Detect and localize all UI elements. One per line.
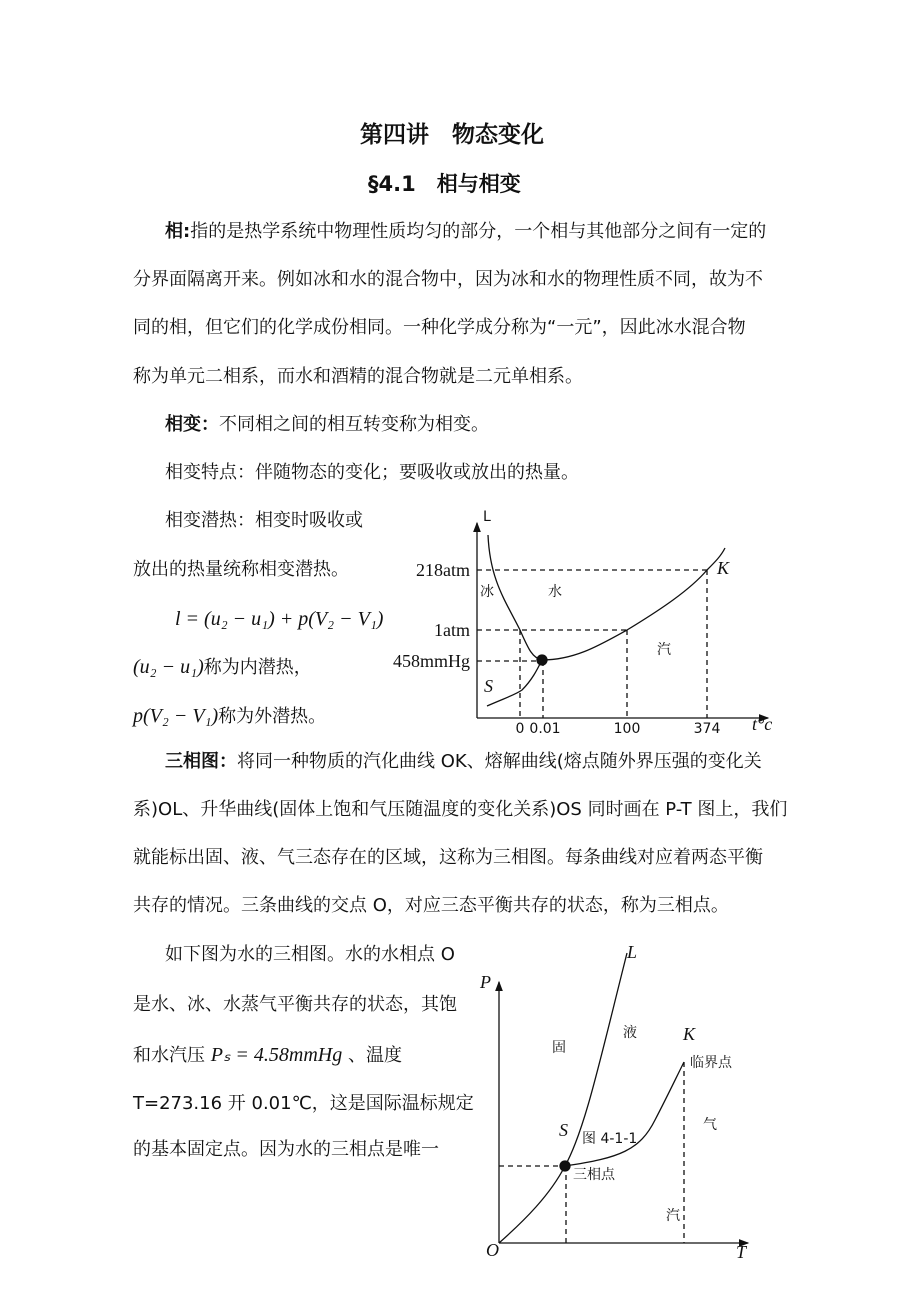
y-axis-label: L [483, 509, 491, 525]
region-gas: 气 [703, 1117, 717, 1133]
triple-point-marker [560, 1161, 570, 1171]
transition-text: 不同相之间的相互转变称为相变。 [219, 414, 489, 435]
region-solid: 固 [552, 1040, 566, 1056]
x-tick-label: 374 [693, 721, 721, 737]
sublimation-curve-os [499, 1166, 565, 1243]
triple-para-line: 共存的情况。三条曲线的交点 O，对应三态平衡共存的状态，称为三相点。 [133, 895, 729, 916]
point-k: K [717, 558, 730, 578]
pressure-label: 218atm [416, 560, 470, 580]
origin-label: O [486, 1240, 499, 1260]
section-heading: §4.1 相与相变 [368, 172, 521, 196]
water-text: 、温度 [347, 1045, 402, 1066]
external-expr: p(V₂ − V₁) [133, 705, 219, 727]
latent-heat-diagram [477, 523, 768, 718]
triple-phase-diagram [499, 953, 748, 1243]
latent-formula: l = (u₂ − u₁) + p(V₂ − V₁) [175, 608, 384, 630]
triple-term: 三相图： [165, 751, 237, 772]
t-axis-label: T [736, 1242, 747, 1262]
triple-point-label: 三相点 [573, 1167, 615, 1183]
water-text: 和水汽压 [133, 1045, 205, 1066]
page-title: 第四讲 物态变化 [360, 122, 544, 148]
external-text: 称为外潜热。 [218, 706, 327, 727]
critical-point-label: 临界点 [690, 1055, 732, 1071]
pressure-label: 1atm [434, 620, 470, 640]
pressure-label: 458mmHg [392, 651, 470, 671]
transition-term: 相变： [165, 414, 219, 435]
triple-text: 将同一种物质的汽化曲线 OK、熔解曲线(熔点随外界压强的变化关 [237, 751, 762, 772]
curve-label-s: S [559, 1120, 568, 1140]
melting-curve [488, 535, 542, 660]
latent-line: 放出的热量统称相变潜热。 [133, 559, 349, 580]
phase-text: 指的是热学系统中物理性质均匀的部分，一个相与其他部分之间有一定的 [190, 221, 767, 242]
x-tick-label: 100 [613, 721, 641, 737]
region-water: 水 [548, 584, 562, 600]
point-s: S [484, 676, 493, 696]
triple-para-line: 就能标出固、液、气三态存在的区域，这称为三相图。每条曲线对应着两态平衡 [133, 847, 763, 868]
water-line: T=273.16 开 0.01℃，这是国际温标规定 [133, 1093, 474, 1114]
phase-para-line: 同的相，但它们的化学成份相同。一种化学成分称为“一元”，因此冰水混合物 [133, 317, 746, 338]
region-liquid: 液 [623, 1025, 637, 1041]
region-ice: 冰 [480, 584, 494, 600]
phase-para-line: 分界面隔离开来。例如冰和水的混合物中，因为冰和水的物理性质不同，故为不 [133, 269, 763, 290]
triple-para-line: 系)OL、升华曲线(固体上饱和气压随温度的变化关系)OS 同时画在 P-T 图上，我们 [133, 799, 788, 820]
figure-caption: 图 4-1-1 [582, 1131, 638, 1147]
x-tick-label: 0.01 [529, 721, 561, 737]
region-vapor: 汽 [657, 642, 671, 658]
water-line: 是水、冰、水蒸气平衡共存的状态，其饱 [133, 994, 457, 1015]
phase-para-line: 称为单元二相系，而水和酒精的混合物就是二元单相系。 [133, 366, 583, 387]
vaporization-curve-ok [565, 1062, 684, 1166]
sublimation-curve [487, 660, 542, 706]
x-tick-label: 0 [515, 721, 525, 737]
internal-expr: (u₂ − u₁) [133, 656, 204, 678]
p-axis-label: P [480, 972, 491, 992]
latent-line: 相变潜热：相变时吸收或 [165, 510, 363, 531]
water-line: 的基本固定点。因为水的三相点是唯一 [133, 1139, 439, 1160]
features-para: 相变特点：伴随物态的变化；要吸收或放出的热量。 [165, 462, 579, 483]
water-line: 如下图为水的三相图。水的水相点 O [165, 944, 455, 965]
vaporization-curve [542, 548, 725, 660]
region-vapor: 汽 [666, 1208, 680, 1224]
internal-text: 称为内潜热， [203, 657, 312, 678]
x-axis-label: t°c [752, 714, 773, 734]
phase-term: 相: [165, 221, 191, 242]
vapor-pressure-formula: Pₛ = 4.58mmHg [210, 1044, 343, 1066]
curve-label-l: L [627, 942, 638, 962]
curve-label-k: K [683, 1024, 696, 1044]
triple-point-marker [537, 655, 547, 665]
